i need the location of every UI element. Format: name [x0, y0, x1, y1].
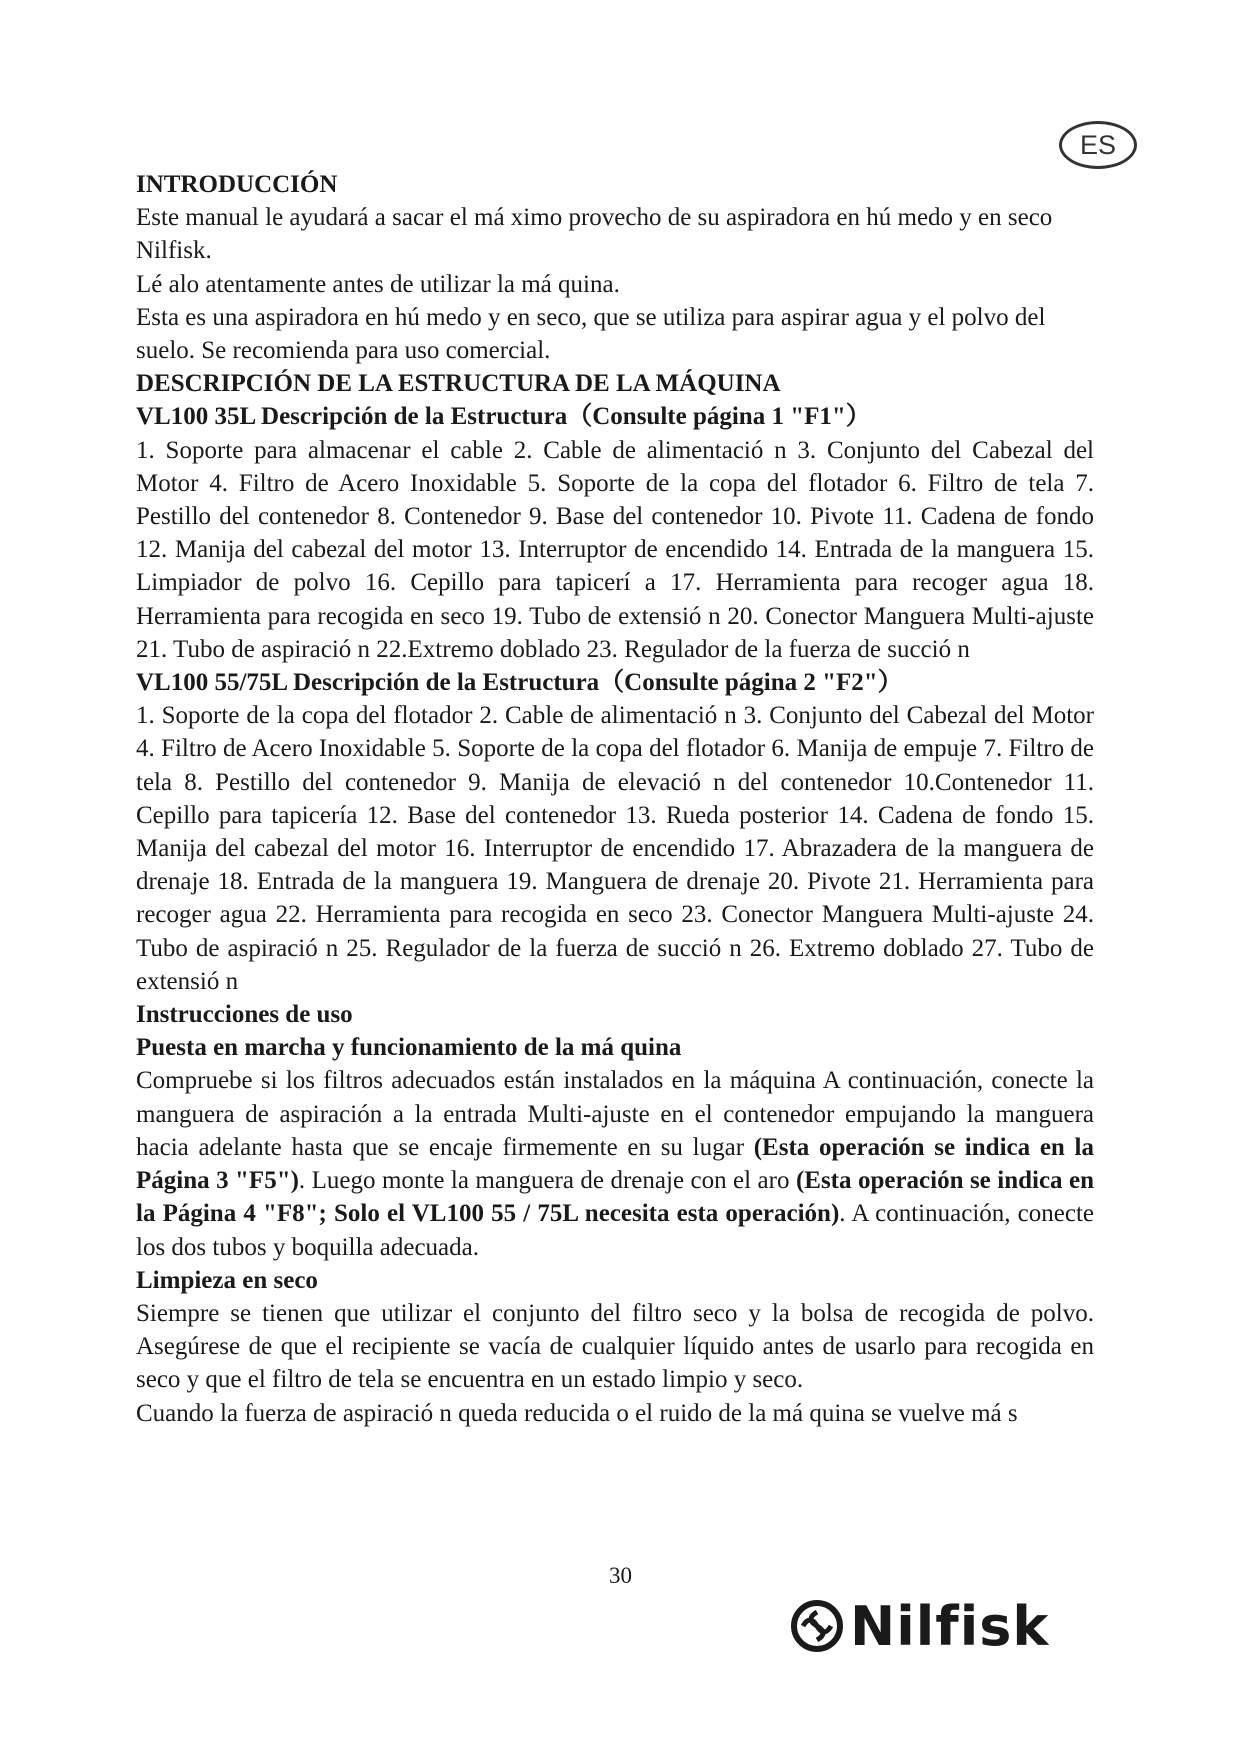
startup-text-3: . A continuación, conecte los dos tubos y boquilla adecuada.	[136, 1200, 1094, 1261]
parts-list-35l: 1. Soporte para almacenar el cable 2. Cable de alimentació n 3. Conjunto del Cabezal del Motor 4. Filtro de Acero Inoxidable 5. Soporte de la copa del flotador 6. Filtro de tela 7. Pestillo del contenedor 8. Contenedor 9. Base del contenedor 10. Pivote 11. Cadena de fondo 12. Manija del cabezal del motor 13. Interruptor de encendido 14. Entrada de la manguera 15. Limpiador de polvo 16. Cepillo para tapicerí a 17. Herramienta para recoger agua 18. Herramienta para recogida en seco 19. Tubo de extensió n 20. Conector Manguera Multi-ajuste 21. Tubo de aspiració n 22.Extremo doblado 23. Regulador de la fuerza de succió n	[136, 436, 1094, 663]
manual-content	[136, 168, 1094, 1430]
nilfisk-emblem-icon	[790, 1599, 844, 1653]
startup-text-1: Compruebe si los filtros adecuados están instalados en la máquina A continuación, conecte la manguera de aspiración a la entrada Multi-ajuste en el contenedor empujando la manguera hacia adelante hasta que se encaje firmemente en su lugar	[136, 1067, 1094, 1161]
dry-cleaning-paragraph-1: Siempre se tienen que utilizar el conjunto del filtro seco y la bolsa de recogida de polvo. Asegúrese de que el recipiente se vacía de cualquier líquido antes de usarlo para recogida en seco y que el filtro de tela se encuentra en un estado limpio y seco.	[136, 1299, 1094, 1394]
startup-text-2: . Luego monte la manguera de drenaje con el aro	[298, 1167, 796, 1195]
startup-paragraph	[136, 1064, 1094, 1263]
heading-usage-instructions: Instrucciones de uso	[136, 1001, 353, 1029]
heading-structure: DESCRIPCIÓN DE LA ESTRUCTURA DE LA MÁQUINA	[136, 370, 781, 398]
intro-paragraph-1: Este manual le ayudará a sacar el má ximo provecho de su aspiradora en hú medo y en seco Nilfisk.	[136, 204, 1053, 265]
dry-cleaning-paragraph-2: Cuando la fuerza de aspiració n queda reducida o el ruido de la má quina se vuelve má s	[136, 1399, 1018, 1427]
language-badge: ES	[1059, 121, 1137, 169]
intro-paragraph-3: Esta es una aspiradora en hú medo y en seco, que se utiliza para aspirar agua y el polvo del suelo. Se recomienda para uso comercial.	[136, 303, 1046, 365]
heading-vl100-55-75l: VL100 55/75L Descripción de la Estructura（Consulte página 2 "F2"）	[136, 669, 903, 697]
heading-startup-operation: Puesta en marcha y funcionamiento de la má quina	[136, 1034, 682, 1062]
heading-introduction: INTRODUCCIÓN	[136, 171, 338, 198]
startup-note-page-3: (Esta operación se indica en la Página 3 "F5")	[136, 1133, 1094, 1195]
page-number: 30	[609, 1563, 632, 1588]
nilfisk-logo	[790, 1594, 1050, 1658]
startup-note-page-4: (Esta operación se indica en la Página 4 "F8"; Solo el VL100 55 / 75L necesita esta operación)	[136, 1167, 1094, 1228]
heading-vl100-35l: VL100 35L Descripción de la Estructura（Consulte página 1 "F1"）	[136, 403, 871, 431]
heading-dry-cleaning: Limpieza en seco	[136, 1266, 318, 1294]
intro-paragraph-2: Lé alo atentamente antes de utilizar la má quina.	[136, 270, 620, 298]
parts-list-55-75l: 1. Soporte de la copa del flotador 2. Cable de alimentació n 3. Conjunto del Cabezal del Motor 4. Filtro de Acero Inoxidable 5. Soporte de la copa del flotador 6. Manija de empuje 7. Filtro de tela 8. Pestillo del contenedor 9. Manija de elevació n del contenedor 10.Contenedor 11. Cepillo para tapicería 12. Base del contenedor 13. Rueda posterior 14. Cadena de fondo 15. Manija del cabezal del motor 16. Interruptor de encendido 17. Abrazadera de la manguera de drenaje 18. Entrada de la manguera 19. Manguera de drenaje 20. Pivote 21. Herramienta para recoger agua 22. Herramienta para recogida en seco 23. Conector Manguera Multi-ajuste 24. Tubo de aspiració n 25. Regulador de la fuerza de succió n 26. Extremo doblado 27. Tubo de extensió n	[136, 702, 1094, 995]
logo-wordmark: Nilfisk	[850, 1594, 1050, 1658]
